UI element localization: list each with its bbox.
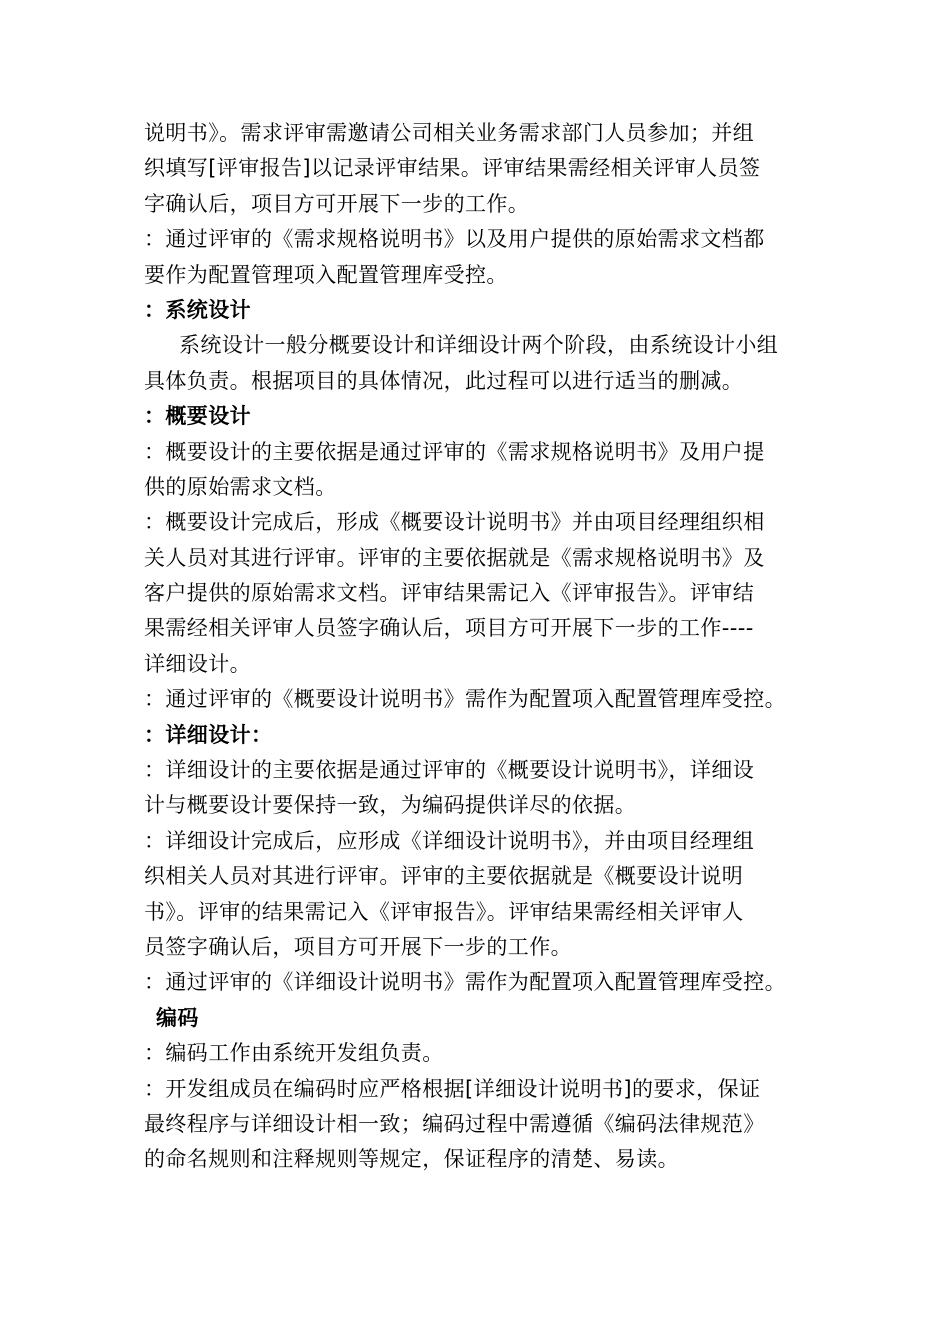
body-text-line: 织填写[评审报告]以记录评审结果。评审结果需经相关评审人员签 bbox=[144, 156, 761, 181]
section-heading-detailed-design: ：详细设计： bbox=[144, 722, 273, 747]
body-text-line: 详细设计。 bbox=[144, 651, 251, 676]
body-text-line: 具体负责。根据项目的具体情况，此过程可以进行适当的删减。 bbox=[144, 368, 744, 393]
body-text-line: ：编码工作由系统开发组负责。 bbox=[144, 1041, 444, 1066]
body-text-line: ：开发组成员在编码时应严格根据[详细设计说明书]的要求，保证 bbox=[144, 1076, 761, 1101]
body-text-line: 最终程序与详细设计相一致；编码过程中需遵循《编码法律规范》 bbox=[144, 1111, 765, 1136]
body-text-line: 的命名规则和注释规则等规定，保证程序的清楚、易读。 bbox=[144, 1147, 679, 1172]
body-text-line: ：详细设计的主要依据是通过评审的《概要设计说明书》，详细设 bbox=[144, 758, 755, 783]
body-text-line: 员签字确认后，项目方可开展下一步的工作。 bbox=[144, 934, 572, 959]
section-heading-coding: 编码 bbox=[156, 1005, 199, 1030]
body-text-line: 书》。评审的结果需记入《评审报告》。评审结果需经相关评审人 bbox=[144, 899, 744, 924]
body-text-line: ：概要设计的主要依据是通过评审的《需求规格说明书》及用户提 bbox=[144, 439, 765, 464]
body-text-line: 客户提供的原始需求文档。评审结果需记入《评审报告》。评审结 bbox=[144, 581, 755, 606]
body-text-line: ：通过评审的《概要设计说明书》需作为配置项入配置管理库受控。 bbox=[144, 687, 786, 712]
document-body bbox=[144, 116, 814, 1178]
body-text-line: 关人员对其进行评审。评审的主要依据就是《需求规格说明书》及 bbox=[144, 545, 765, 570]
body-text-line: ：通过评审的《需求规格说明书》以及用户提供的原始需求文档都 bbox=[144, 227, 765, 252]
body-text-line: 供的原始需求文档。 bbox=[144, 474, 337, 499]
section-heading-overview-design: ：概要设计 bbox=[144, 404, 251, 429]
body-text-line: ：概要设计完成后，形成《概要设计说明书》并由项目经理组织相 bbox=[144, 510, 765, 535]
body-text-line: 要作为配置管理项入配置管理库受控。 bbox=[144, 262, 508, 287]
body-text-line: 计与概要设计要保持一致，为编码提供详尽的依据。 bbox=[144, 793, 637, 818]
section-heading-system-design: ：系统设计 bbox=[144, 297, 251, 322]
body-text-line: 说明书》。需求评审需邀请公司相关业务需求部门人员参加；并组 bbox=[144, 121, 755, 145]
body-text-line: 系统设计一般分概要设计和详细设计两个阶段，由系统设计小组 bbox=[179, 333, 779, 358]
body-text-line: ：详细设计完成后，应形成《详细设计说明书》，并由项目经理组 bbox=[144, 828, 755, 853]
body-text-line: ：通过评审的《详细设计说明书》需作为配置项入配置管理库受控。 bbox=[144, 970, 786, 995]
body-text-line: 字确认后，项目方可开展下一步的工作。 bbox=[144, 191, 530, 216]
body-text-line: 织相关人员对其进行评审。评审的主要依据就是《概要设计说明 bbox=[144, 864, 744, 889]
body-text-line: 果需经相关评审人员签字确认后，项目方可开展下一步的工作---- bbox=[144, 616, 754, 641]
